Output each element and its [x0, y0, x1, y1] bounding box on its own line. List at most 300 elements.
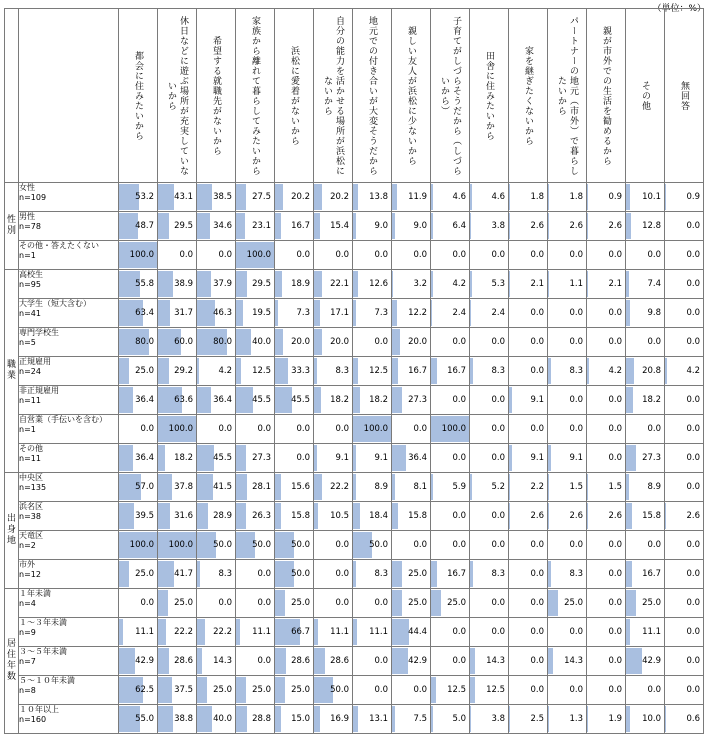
value-bar — [197, 271, 211, 297]
value-bar — [626, 503, 632, 529]
value-bar — [275, 329, 283, 355]
value-bar — [236, 184, 246, 210]
value-text: 0.6 — [686, 714, 700, 724]
value-text: 16.9 — [330, 714, 349, 724]
value-cell — [119, 502, 158, 531]
value-cell — [587, 531, 626, 560]
value-text: 16.7 — [642, 569, 661, 579]
value-text: 0.0 — [218, 250, 232, 260]
value-cell — [470, 444, 509, 473]
value-cell — [119, 705, 158, 734]
value-cell — [665, 560, 704, 589]
table-row — [5, 444, 704, 473]
value-text: 8.3 — [491, 366, 505, 376]
value-bar — [314, 213, 320, 239]
value-text: 46.3 — [213, 308, 232, 318]
value-cell — [119, 531, 158, 560]
column-header-label: その他 — [639, 9, 651, 180]
value-cell — [431, 270, 470, 299]
value-text: 43.1 — [174, 192, 193, 202]
column-header-label: 家族から離れて暮らしてみたいから — [249, 9, 261, 180]
value-cell — [431, 589, 470, 618]
value-bar — [470, 706, 471, 732]
value-bar — [197, 474, 213, 500]
value-text: 0.0 — [257, 656, 271, 666]
value-text: 62.5 — [135, 685, 154, 695]
value-text: 6.4 — [452, 221, 466, 231]
table-row — [5, 212, 704, 241]
value-text: 41.7 — [174, 569, 193, 579]
column-header-label: 休日などに遊ぶ場所が充実していないから — [165, 9, 189, 180]
value-text: 28.1 — [252, 482, 271, 492]
value-text: 0.0 — [530, 308, 544, 318]
value-cell — [275, 705, 314, 734]
value-cell — [509, 415, 548, 444]
value-text: 0.0 — [218, 424, 232, 434]
value-text: 12.8 — [642, 221, 661, 231]
value-cell — [626, 560, 665, 589]
row-label — [19, 676, 119, 705]
value-cell — [158, 560, 197, 589]
value-text: 12.5 — [447, 685, 466, 695]
value-text: 3.8 — [491, 714, 505, 724]
value-cell — [119, 212, 158, 241]
value-cell — [353, 328, 392, 357]
value-text: 27.5 — [252, 192, 271, 202]
value-cell — [197, 473, 236, 502]
value-text: 2.6 — [569, 511, 583, 521]
value-cell — [158, 386, 197, 415]
value-cell — [197, 212, 236, 241]
value-bar — [431, 184, 433, 210]
column-header-label: 浜松に愛着がないから — [288, 9, 300, 180]
value-cell — [236, 241, 275, 270]
value-text: 20.0 — [330, 337, 349, 347]
group-label — [5, 473, 19, 589]
value-cell — [158, 270, 197, 299]
value-cell — [392, 183, 431, 212]
value-cell — [587, 502, 626, 531]
row-label-n: n=12 — [19, 570, 118, 580]
value-cell — [236, 357, 275, 386]
value-text: 27.3 — [642, 453, 661, 463]
value-text: 2.6 — [608, 221, 622, 231]
value-cell — [431, 415, 470, 444]
value-bar — [275, 213, 281, 239]
value-bar — [431, 474, 433, 500]
value-cell — [665, 270, 704, 299]
value-cell — [431, 705, 470, 734]
value-text: 0.0 — [140, 598, 154, 608]
value-text: 16.7 — [408, 366, 427, 376]
row-label-n: n=5 — [19, 338, 118, 348]
table-row — [5, 270, 704, 299]
value-cell — [197, 415, 236, 444]
value-cell — [119, 183, 158, 212]
value-cell — [509, 241, 548, 270]
value-text: 53.2 — [135, 192, 154, 202]
value-text: 0.0 — [452, 540, 466, 550]
value-bar — [509, 474, 510, 500]
value-text: 0.0 — [647, 685, 661, 695]
value-cell — [119, 328, 158, 357]
value-cell — [275, 328, 314, 357]
value-bar — [236, 387, 253, 413]
value-cell — [548, 705, 587, 734]
value-text: 18.4 — [369, 511, 388, 521]
value-text: 18.9 — [291, 279, 310, 289]
value-text: 0.0 — [608, 540, 622, 550]
value-text: 0.0 — [491, 395, 505, 405]
value-cell — [626, 241, 665, 270]
table-row — [5, 357, 704, 386]
value-text: 29.5 — [174, 221, 193, 231]
row-label-n: n=7 — [19, 657, 118, 667]
value-cell — [236, 212, 275, 241]
value-bar — [587, 706, 588, 732]
value-cell — [119, 444, 158, 473]
value-cell — [275, 589, 314, 618]
column-header — [470, 9, 509, 183]
value-cell — [431, 676, 470, 705]
value-bar — [548, 503, 549, 529]
value-bar — [314, 706, 320, 732]
value-cell — [119, 415, 158, 444]
row-label — [19, 473, 119, 502]
value-cell — [314, 386, 353, 415]
value-cell — [665, 212, 704, 241]
value-text: 0.0 — [374, 656, 388, 666]
value-bar — [626, 271, 629, 297]
value-bar — [509, 503, 510, 529]
value-text: 2.6 — [569, 221, 583, 231]
value-text: 0.0 — [296, 453, 310, 463]
value-cell — [548, 589, 587, 618]
value-text: 0.0 — [608, 656, 622, 666]
value-bar — [236, 503, 246, 529]
value-bar — [509, 213, 510, 239]
value-text: 1.9 — [608, 714, 622, 724]
value-cell — [665, 241, 704, 270]
value-text: 11.1 — [135, 627, 154, 637]
value-text: 0.0 — [452, 627, 466, 637]
value-cell — [509, 328, 548, 357]
value-text: 0.0 — [647, 424, 661, 434]
row-label-name: 浜名区 — [19, 502, 118, 512]
value-bar — [353, 503, 360, 529]
value-text: 20.2 — [330, 192, 349, 202]
table-row — [5, 328, 704, 357]
value-cell — [509, 357, 548, 386]
value-bar — [548, 590, 558, 616]
value-text: 1.5 — [569, 482, 583, 492]
value-text: 13.1 — [369, 714, 388, 724]
value-cell — [275, 444, 314, 473]
value-cell — [236, 589, 275, 618]
value-text: 11.1 — [642, 627, 661, 637]
value-text: 28.8 — [252, 714, 271, 724]
value-cell — [353, 415, 392, 444]
value-cell — [431, 502, 470, 531]
value-cell — [626, 531, 665, 560]
row-label-n: n=160 — [19, 715, 118, 725]
value-text: 8.3 — [335, 366, 349, 376]
column-header — [665, 9, 704, 183]
value-text: 0.0 — [335, 250, 349, 260]
value-text: 0.0 — [608, 250, 622, 260]
value-bar — [275, 271, 282, 297]
value-cell — [158, 444, 197, 473]
value-bar — [470, 358, 473, 384]
row-label-name: その他・答えたくない — [19, 241, 118, 251]
value-cell — [431, 183, 470, 212]
value-text: 0.0 — [686, 598, 700, 608]
value-text: 4.2 — [452, 279, 466, 289]
value-bar — [314, 271, 322, 297]
value-cell — [626, 328, 665, 357]
value-text: 0.0 — [530, 366, 544, 376]
row-label-n: n=11 — [19, 454, 118, 464]
row-label-n: n=109 — [19, 193, 118, 203]
value-cell — [119, 386, 158, 415]
value-text: 25.0 — [135, 366, 154, 376]
table-row — [5, 531, 704, 560]
value-cell — [314, 357, 353, 386]
column-header-label: 子育てがしづらそうだから（しづらいから） — [438, 9, 462, 180]
value-cell — [314, 241, 353, 270]
column-header — [548, 9, 587, 183]
value-text: 55.0 — [135, 714, 154, 724]
column-header-label: 希望する就職先がないから — [210, 9, 222, 180]
value-bar — [548, 445, 551, 471]
table-row — [5, 705, 704, 734]
value-bar — [587, 474, 588, 500]
value-bar — [626, 561, 632, 587]
value-cell — [197, 241, 236, 270]
value-cell — [392, 705, 431, 734]
value-text: 100.0 — [169, 540, 193, 550]
value-text: 20.2 — [291, 192, 310, 202]
row-label — [19, 705, 119, 734]
value-cell — [392, 357, 431, 386]
value-text: 7.5 — [413, 714, 427, 724]
value-bar — [314, 503, 318, 529]
value-bar — [626, 300, 630, 326]
value-cell — [626, 444, 665, 473]
value-cell — [548, 560, 587, 589]
value-bar — [431, 706, 433, 732]
value-bar — [158, 503, 170, 529]
value-cell — [314, 560, 353, 589]
table-row — [5, 676, 704, 705]
value-cell — [353, 589, 392, 618]
value-text: 4.2 — [608, 366, 622, 376]
value-text: 23.1 — [252, 221, 271, 231]
value-text: 7.4 — [647, 279, 661, 289]
value-cell — [548, 183, 587, 212]
value-cell — [314, 647, 353, 676]
value-text: 0.0 — [608, 685, 622, 695]
value-text: 0.0 — [686, 308, 700, 318]
value-text: 4.6 — [452, 192, 466, 202]
value-text: 0.0 — [608, 627, 622, 637]
value-text: 28.9 — [213, 511, 232, 521]
value-text: 0.0 — [296, 424, 310, 434]
value-cell — [353, 705, 392, 734]
value-cell — [119, 560, 158, 589]
value-text: 8.3 — [218, 569, 232, 579]
value-cell — [470, 647, 509, 676]
value-cell — [431, 531, 470, 560]
value-cell — [431, 473, 470, 502]
value-cell — [158, 618, 197, 647]
value-text: 0.0 — [491, 337, 505, 347]
value-text: 14.3 — [213, 656, 232, 666]
value-text: 2.4 — [491, 308, 505, 318]
value-text: 0.0 — [686, 221, 700, 231]
value-text: 18.2 — [642, 395, 661, 405]
value-cell — [548, 415, 587, 444]
value-cell — [626, 647, 665, 676]
value-text: 8.3 — [491, 569, 505, 579]
value-cell — [470, 502, 509, 531]
row-label-n: n=8 — [19, 686, 118, 696]
value-text: 45.5 — [213, 453, 232, 463]
value-bar — [470, 271, 472, 297]
value-text: 0.0 — [491, 250, 505, 260]
value-cell — [275, 560, 314, 589]
value-cell — [548, 473, 587, 502]
value-text: 0.0 — [257, 424, 271, 434]
value-cell — [392, 212, 431, 241]
value-cell — [665, 473, 704, 502]
value-bar — [665, 503, 666, 529]
value-text: 38.9 — [174, 279, 193, 289]
value-cell — [587, 386, 626, 415]
value-text: 0.0 — [686, 540, 700, 550]
value-text: 13.8 — [369, 192, 388, 202]
value-text: 25.0 — [135, 569, 154, 579]
value-cell — [665, 531, 704, 560]
value-cell — [158, 473, 197, 502]
row-label — [19, 647, 119, 676]
value-text: 0.0 — [530, 337, 544, 347]
value-cell — [509, 676, 548, 705]
value-cell — [626, 183, 665, 212]
header-row — [5, 9, 704, 183]
value-cell — [392, 560, 431, 589]
value-cell — [197, 531, 236, 560]
value-bar — [470, 474, 472, 500]
value-bar — [392, 619, 409, 645]
value-text: 100.0 — [169, 424, 193, 434]
value-bar — [275, 590, 285, 616]
value-text: 25.0 — [408, 569, 427, 579]
value-bar — [470, 677, 475, 703]
value-text: 5.2 — [491, 482, 505, 492]
value-cell — [665, 444, 704, 473]
group-label — [5, 270, 19, 473]
value-text: 50.0 — [213, 540, 232, 550]
value-cell — [548, 328, 587, 357]
row-label — [19, 386, 119, 415]
value-text: 36.4 — [135, 453, 154, 463]
value-cell — [236, 705, 275, 734]
value-bar — [431, 590, 441, 616]
value-cell — [470, 328, 509, 357]
row-label-n: n=4 — [19, 599, 118, 609]
value-bar — [158, 706, 173, 732]
value-text: 5.9 — [452, 482, 466, 492]
value-cell — [236, 647, 275, 676]
value-bar — [626, 619, 630, 645]
value-text: 5.0 — [452, 714, 466, 724]
value-bar — [119, 358, 129, 384]
value-cell — [314, 183, 353, 212]
value-text: 1.8 — [530, 192, 544, 202]
value-bar — [626, 474, 629, 500]
value-text: 0.0 — [608, 395, 622, 405]
value-cell — [119, 676, 158, 705]
value-text: 0.0 — [569, 424, 583, 434]
value-bar — [314, 329, 322, 355]
value-text: 0.0 — [686, 453, 700, 463]
value-text: 44.4 — [408, 627, 427, 637]
value-cell — [197, 328, 236, 357]
column-header — [431, 9, 470, 183]
value-cell — [548, 270, 587, 299]
row-label-name: 中央区 — [19, 473, 118, 483]
value-cell — [548, 531, 587, 560]
value-bar — [236, 271, 247, 297]
value-bar — [314, 184, 322, 210]
value-cell — [470, 473, 509, 502]
value-bar — [158, 561, 174, 587]
value-cell — [470, 415, 509, 444]
value-text: 14.3 — [486, 656, 505, 666]
value-bar — [158, 213, 169, 239]
value-text: 8.3 — [374, 569, 388, 579]
value-text: 0.0 — [296, 250, 310, 260]
value-cell — [353, 618, 392, 647]
value-cell — [197, 183, 236, 212]
value-text: 17.1 — [330, 308, 349, 318]
value-bar — [626, 648, 642, 674]
value-text: 37.5 — [174, 685, 193, 695]
value-cell — [470, 705, 509, 734]
value-cell — [665, 676, 704, 705]
table-row — [5, 589, 704, 618]
value-bar — [509, 184, 510, 210]
value-cell — [314, 531, 353, 560]
value-text: 9.1 — [335, 453, 349, 463]
value-text: 39.5 — [135, 511, 154, 521]
value-bar — [353, 474, 356, 500]
value-text: 0.0 — [686, 569, 700, 579]
value-bar — [392, 184, 397, 210]
value-cell — [197, 560, 236, 589]
value-cell — [392, 299, 431, 328]
value-bar — [353, 271, 358, 297]
value-text: 25.0 — [291, 685, 310, 695]
value-text: 0.0 — [374, 685, 388, 695]
value-text: 10.5 — [330, 511, 349, 521]
value-bar — [275, 648, 286, 674]
value-bar — [158, 619, 166, 645]
value-cell — [470, 560, 509, 589]
value-cell — [314, 212, 353, 241]
value-cell — [197, 386, 236, 415]
